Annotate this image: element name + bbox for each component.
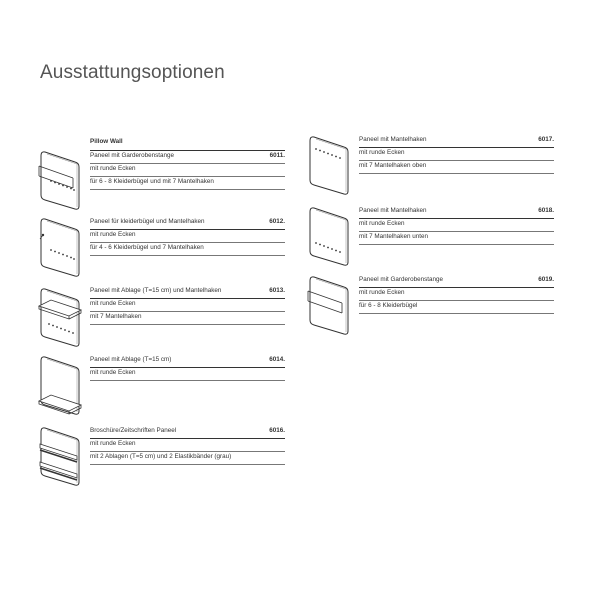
option-detail: für 4 - 6 Kleiderbügel und 7 Mantelhaken (90, 243, 285, 256)
panel-shelf-hooks-icon (35, 286, 85, 350)
panel-shelf-icon (35, 355, 85, 419)
option-detail: mit 7 Mantelhaken unten (359, 232, 554, 245)
option-detail: mit runde Ecken (359, 288, 554, 301)
option-name-row: Paneel mit Mantelhaken 6018. (359, 206, 554, 219)
option-detail: mit runde Ecken (359, 148, 554, 161)
panel-brochure-icon (35, 426, 85, 490)
panel-hooks-top-icon (304, 135, 354, 199)
option-code: 6019. (538, 276, 554, 283)
panel-rail-icon (304, 275, 354, 339)
option-detail: mit 2 Ablagen (T=5 cm) und 2 Elastikbänder (grau) (90, 452, 285, 465)
option-name-row: Paneel für kleiderbügel und Mantelhaken 6012. (90, 217, 285, 230)
option-detail: mit runde Ecken (90, 164, 285, 177)
option-detail: für 6 - 8 Kleiderbügel (359, 301, 554, 314)
option-code: 6014. (269, 356, 285, 363)
option-detail: mit 7 Mantelhaken oben (359, 161, 554, 174)
option-name-row: Paneel mit Mantelhaken 6017. (359, 135, 554, 148)
option-code: 6011. (269, 152, 285, 159)
option-name-row: Paneel mit Ablage (T=15 cm) und Mantelhaken 6013. (90, 286, 285, 299)
option-code: 6013. (269, 287, 285, 294)
option-name-row: Paneel mit Garderobenstange 6011. (90, 151, 285, 164)
panel-hanger-hooks-icon (35, 217, 85, 281)
option-detail: mit runde Ecken (359, 219, 554, 232)
option-detail: mit runde Ecken (90, 439, 285, 452)
option-code: 6017. (538, 136, 554, 143)
option-detail: mit runde Ecken (90, 368, 285, 381)
option-code: 6012. (269, 218, 285, 225)
option-detail: mit runde Ecken (90, 299, 285, 312)
panel-hooks-bottom-icon (304, 206, 354, 270)
option-detail: mit runde Ecken (90, 230, 285, 243)
option-name-row: Paneel mit Ablage (T=15 cm) 6014. (90, 355, 285, 368)
option-name-row: Broschüre/Zeitschriften Paneel 6016. (90, 426, 285, 439)
option-detail: mit 7 Mantelhaken (90, 312, 285, 325)
option-detail: für 6 - 8 Kleiderbügel und mit 7 Mantelhaken (90, 177, 285, 190)
option-name-row: Paneel mit Garderobenstange 6019. (359, 275, 554, 288)
panel-rail-hooks-icon (35, 148, 85, 212)
page-title: Ausstattungsoptionen (40, 62, 225, 83)
option-code: 6018. (538, 207, 554, 214)
option-code: 6016. (269, 427, 285, 434)
section-heading: Pillow Wall (90, 138, 285, 151)
